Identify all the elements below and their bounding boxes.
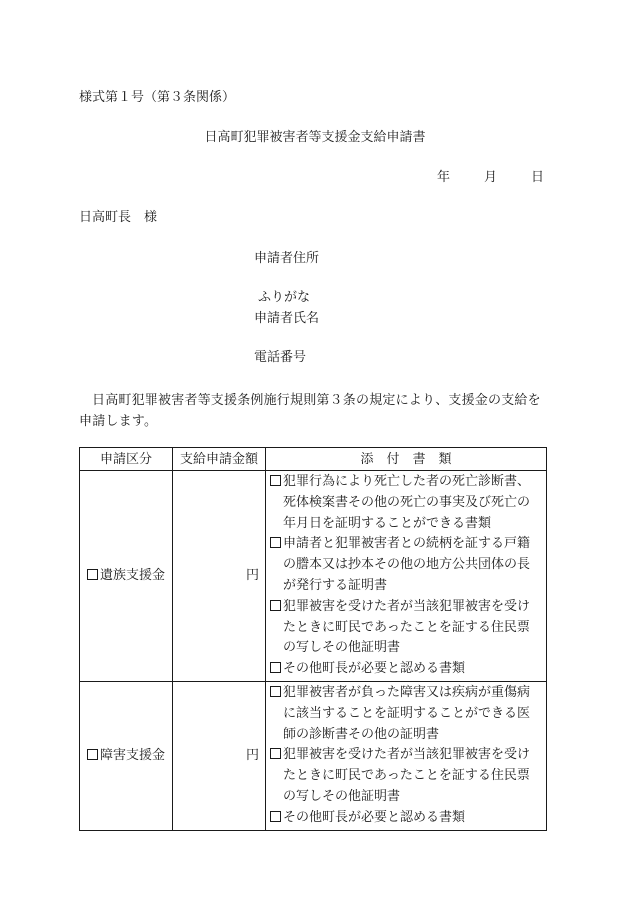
checkbox-icon[interactable] — [270, 686, 281, 697]
document-text: その他町長が必要と認める書類 — [283, 661, 466, 677]
table-header-row — [80, 448, 547, 471]
document-text: 犯罪被害者が負った障害又は疾病が重傷病に該当することを証明することができる医師の診断書その他の証明書 — [283, 684, 531, 742]
applicant-name-label: 申請者氏名 — [254, 311, 320, 326]
amount-cell[interactable] — [173, 471, 266, 682]
date-line — [437, 171, 544, 184]
document-item — [270, 808, 542, 829]
checkbox-icon[interactable] — [270, 600, 281, 611]
document-text: 犯罪被害を受けた者が当該犯罪被害を受けたときに町民であったことを証する住民票の写しその他証明書 — [283, 598, 531, 656]
checkbox-icon[interactable] — [87, 569, 98, 580]
checkbox-icon[interactable] — [270, 811, 281, 822]
checkbox-icon[interactable] — [270, 662, 281, 673]
document-text: 申請者と犯罪被害者との続柄を証する戸籍の謄本又は抄本その他の地方公共団体の長が発行する証明書 — [283, 536, 531, 593]
document-item — [270, 534, 542, 596]
header-category: 申請区分 — [80, 448, 173, 471]
application-table — [79, 447, 547, 831]
table-row-disability — [80, 681, 547, 830]
date-day-field[interactable]: 日 — [530, 170, 544, 185]
category-label: 遺族支援金 — [100, 568, 166, 584]
amount-unit: 円 — [245, 568, 259, 584]
form-number: 様式第１号（第３条関係） — [79, 90, 236, 105]
header-documents: 添 付 書 類 — [266, 448, 547, 471]
addressee: 日高町長 様 — [79, 210, 158, 225]
category-cell — [80, 681, 173, 830]
date-year-field[interactable]: 年 — [436, 170, 450, 185]
document-item — [270, 659, 542, 680]
documents-cell — [266, 471, 547, 682]
applicant-phone-label: 電話番号 — [254, 350, 307, 365]
document-item — [270, 597, 542, 659]
checkbox-icon[interactable] — [270, 475, 281, 486]
amount-unit: 円 — [245, 748, 259, 764]
checkbox-icon[interactable] — [87, 749, 98, 760]
document-text: 犯罪被害を受けた者が当該犯罪被害を受けたときに町民であったことを証する住民票の写しその他証明書 — [283, 747, 531, 804]
amount-cell[interactable] — [173, 681, 266, 830]
application-statement: 日高町犯罪被害者等支援条例施行規則第３条の規定により、支援金の支給を申請します。 — [79, 393, 541, 429]
document-item — [270, 745, 542, 807]
header-amount: 支給申請金額 — [173, 448, 266, 471]
category-cell — [80, 471, 173, 682]
checkbox-icon[interactable] — [270, 748, 281, 759]
document-item — [270, 683, 542, 745]
category-label: 障害支援金 — [100, 748, 166, 764]
applicant-furigana-label: ふりがな — [258, 290, 311, 305]
applicant-address-label: 申請者住所 — [254, 251, 320, 266]
checkbox-icon[interactable] — [270, 537, 281, 548]
table-row-bereaved — [80, 471, 547, 682]
date-month-field[interactable]: 月 — [483, 170, 497, 185]
document-text: 犯罪行為により死亡した者の死亡診断書、死体検案書その他の死亡の事実及び死亡の年月日を証明することができる書類 — [283, 474, 531, 531]
document-title: 日高町犯罪被害者等支援金支給申請書 — [204, 130, 426, 145]
document-text: その他町長が必要と認める書類 — [283, 809, 466, 825]
document-item — [270, 472, 542, 534]
documents-cell — [266, 681, 547, 830]
